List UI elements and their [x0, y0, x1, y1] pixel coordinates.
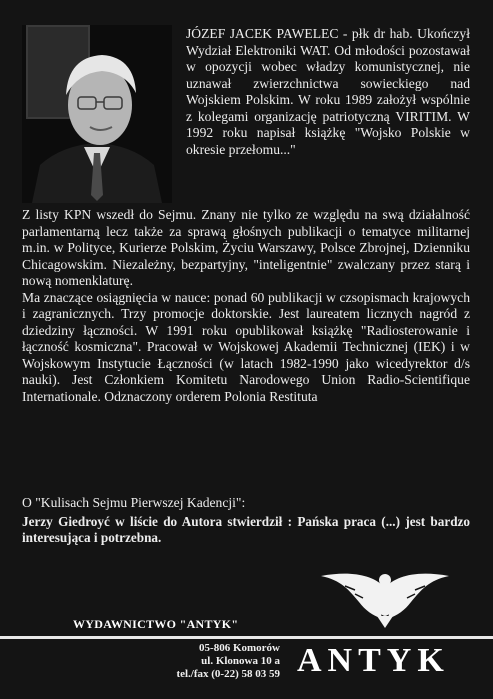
address-line-2: ul. Klonowa 10 a: [201, 655, 280, 667]
author-bio-intro: [186, 26, 470, 158]
bio-paragraph-2: Ma znaczące osiągnięcia w nauce: ponad 60 publikacji w czsopismach krajowych i zagranicznych. Trzy promocje doktorskie. Jest laureatem licznych nagród z dziedziny łączności. W 1991 roku opublikował książkę "Radiosterowanie i łączność kosmiczna". Pracował w Wojskowej Akademii Technicznej (IEK) i w Wojskowym Instytucie Łączności (w latach 1982-1990 jako wicedyrektor d/s nauki). Jest Członkiem Komitetu Narodowego Union Radio-Scientifique Internationale. Odznaczony orderem Polonia Restituta: [22, 289, 470, 404]
bio-paragraph-1: Z listy KPN wszedł do Sejmu. Znany nie tylko ze względu na swą działalność parlamentarną lecz także za sprawą głośnych publikacji o tematyce militarnej m.in. w Polityce, Kurierze Polskim, Życiu Warszawy, Polsce Zbrojnej, Dzienniku Chicagowskim. Niezależny, bezpartyjny, "inteligentnie" zwalczany przez starą i nową nomenklaturę.: [22, 207, 470, 288]
author-bio-main: [22, 207, 470, 405]
author-portrait: [22, 25, 172, 203]
publisher-logo: ANTYK: [297, 642, 450, 679]
portrait-figure: [22, 25, 172, 203]
eagle-emblem-icon: [315, 568, 455, 630]
quote-body: Jerzy Giedroyć w liście do Autora stwierdził : Pańska praca (...) jest bardzo interesująca i potrzebna.: [22, 513, 470, 545]
address-line-3: tel./fax (0-22) 58 03 59: [176, 668, 280, 680]
bio-intro-text: JÓZEF JACEK PAWELEC - płk dr hab. Ukończył Wydział Elektroniki WAT. Od młodości pozostawał w opozycji wobec władzy komunistycznej, nie uznawał zwierzchnictwa sowieckiego nad Wojskiem Polskim. W roku 1989 założył wspólnie z kolegami organizację patriotyczną VIRITIM. W 1992 roku napisał książkę "Wojsko Polskie w okresie przełomu...": [186, 26, 470, 157]
divider-line: [0, 636, 493, 639]
review-quote: [22, 495, 470, 547]
publisher-address: [140, 642, 280, 681]
address-line-1: 05-806 Komorów: [199, 642, 280, 654]
quote-heading: O "Kulisach Sejmu Pierwszej Kadencji":: [22, 495, 246, 510]
publisher-name: WYDAWNICTWO "ANTYK": [73, 617, 239, 631]
